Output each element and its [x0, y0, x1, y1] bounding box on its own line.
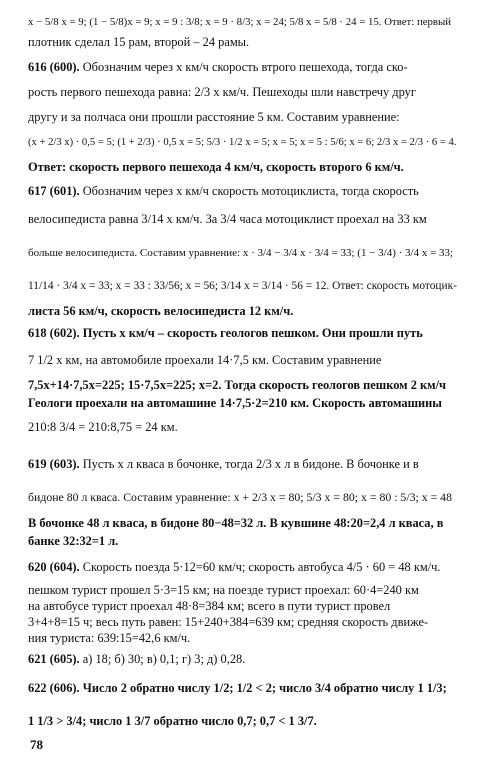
text-line: 210:8 3/4 = 210:8,75 = 24 км. — [28, 420, 178, 434]
text-line: на автобусе турист проехал 48·8=384 км; всего в пути турист провел — [28, 599, 391, 613]
page-number: 78 — [30, 737, 43, 752]
text-line: бидоне 80 л кваса. Составим уравнение: x + 2/3 x = 80; 5/3 x = 80; x = 80 : 5/3; x = 48 — [28, 490, 452, 504]
problem-619 — [28, 448, 458, 550]
text-line — [28, 672, 458, 704]
text-line — [28, 448, 458, 480]
problem-number: 621 (605). — [28, 652, 80, 666]
problem-number: 622 (606). — [28, 681, 80, 695]
text-line: 11/14 · 3/4 x = 33; x = 33 : 33/56; x = 56; 3/14 x = 3/14 · 56 = 12. Ответ: скорость мотоцик- — [28, 280, 457, 292]
text-line: пешком турист прошел 5·3=15 км; на поезде турист проехал: 60·4=240 км — [28, 583, 419, 597]
text-line: 7 1/2 x км, на автомобиле проехали 14·7,5 км. Составим уравнение — [28, 353, 382, 367]
text-line: x − 5/8 x = 9; (1 − 5/8)x = 9; x = 9 : 3/8; x = 9 · 8/3; x = 24; 5/8 x = 5/8 · 24 = 15. Ответ: первый — [28, 16, 452, 28]
text-line: банке 32:32=1 л. — [28, 534, 119, 548]
text-run: Число 2 обратно числу 1/2; 1/2 < 2; число 3/4 обратно числу 1 1/3; — [82, 681, 447, 695]
problem-number: 617 (601). — [28, 184, 80, 198]
text-line: 3+4+8=15 ч; весь путь равен: 15+240+384=639 км; средняя скорость движе- — [28, 615, 429, 629]
text-line: больше велосипедиста. Составим уравнение: x · 3/4 − 3/4 x · 3/4 = 33; (1 − 3/4) · 3/4 x = 33; — [28, 247, 454, 259]
text-run: Пусть x л кваса в бочонке, тогда 2/3 x л в бидоне. В бочонке и в — [82, 457, 419, 471]
problem-618 — [28, 322, 458, 442]
problem-621 — [28, 650, 458, 668]
text-run: а) 18; б) 30; в) 0,1; г) 3; д) 0,28. — [82, 652, 246, 666]
text-line: плотник сделал 15 рам, второй – 24 рамы. — [28, 35, 250, 49]
text-run: Обозначим через x км/ч скорость втрого пешехода, тогда ско- — [82, 60, 408, 74]
problem-number: 616 (600). — [28, 60, 80, 74]
text-line: другу и за полчаса они прошли расстояние 5 км. Составим уравнение: — [28, 110, 400, 124]
problem-620 — [28, 552, 458, 646]
problem-616 — [28, 56, 458, 176]
problem-617 — [28, 180, 458, 320]
text-run: Пусть x км/ч – скорость геологов пешком. Они прошли путь — [82, 326, 423, 340]
answer-line: Ответ: скорость первого пешехода 4 км/ч, скорость второго 6 км/ч. — [28, 160, 404, 174]
text-run: Скорость поезда 5·12=60 км/ч; скорость автобуса 4/5 · 60 = 48 км/ч. — [82, 560, 441, 574]
problem-number: 620 (604). — [28, 560, 80, 574]
text-line: Геологи проехали на автомашине 14·7,5·2=210 км. Скорость автомашины — [28, 396, 442, 410]
problem-number: 618 (602). — [28, 326, 80, 340]
text-line — [28, 322, 458, 344]
text-line: 1 1/3 > 3/4; число 1 3/7 обратно число 0,7; 0,7 < 1 3/7. — [28, 714, 317, 728]
text-line — [28, 650, 458, 668]
problem-number: 619 (603). — [28, 457, 80, 471]
text-line: 7,5x+14·7,5x=225; 15·7,5x=225; x=2. Тогда скорость геологов пешком 2 км/ч — [28, 378, 447, 392]
text-run: Обозначим через x км/ч скорость мотоциклиста, тогда скорость — [82, 184, 419, 198]
text-line — [28, 180, 458, 202]
text-line: ния туриста: 639:15=42,6 км/ч. — [28, 631, 191, 645]
text-line — [28, 56, 458, 78]
text-line: (x + 2/3 x) · 0,5 = 5; (1 + 2/3) · 0,5 x = 5; 5/3 · 1/2 x = 5; x = 5; x = 5 : 5/6; x = 6; 2/3 x = 2/3 · 6 = 4. — [28, 137, 457, 148]
text-line: В бочонке 48 л кваса, в бидоне 80−48=32 л. В кувшине 48:20=2,4 л кваса, в — [28, 516, 444, 530]
text-line — [28, 552, 458, 582]
text-line: листа 56 км/ч, скорость велосипедиста 12 км/ч. — [28, 304, 294, 318]
problem-615-continuation — [28, 10, 458, 50]
text-line: рость первого пешехода равна: 2/3 x км/ч. Пешеходы шли навстречу друг — [28, 85, 416, 99]
text-line: велосипедиста равна 3/14 x км/ч. За 3/4 часа мотоциклист проехал на 33 км — [28, 212, 427, 226]
problem-622 — [28, 672, 458, 738]
